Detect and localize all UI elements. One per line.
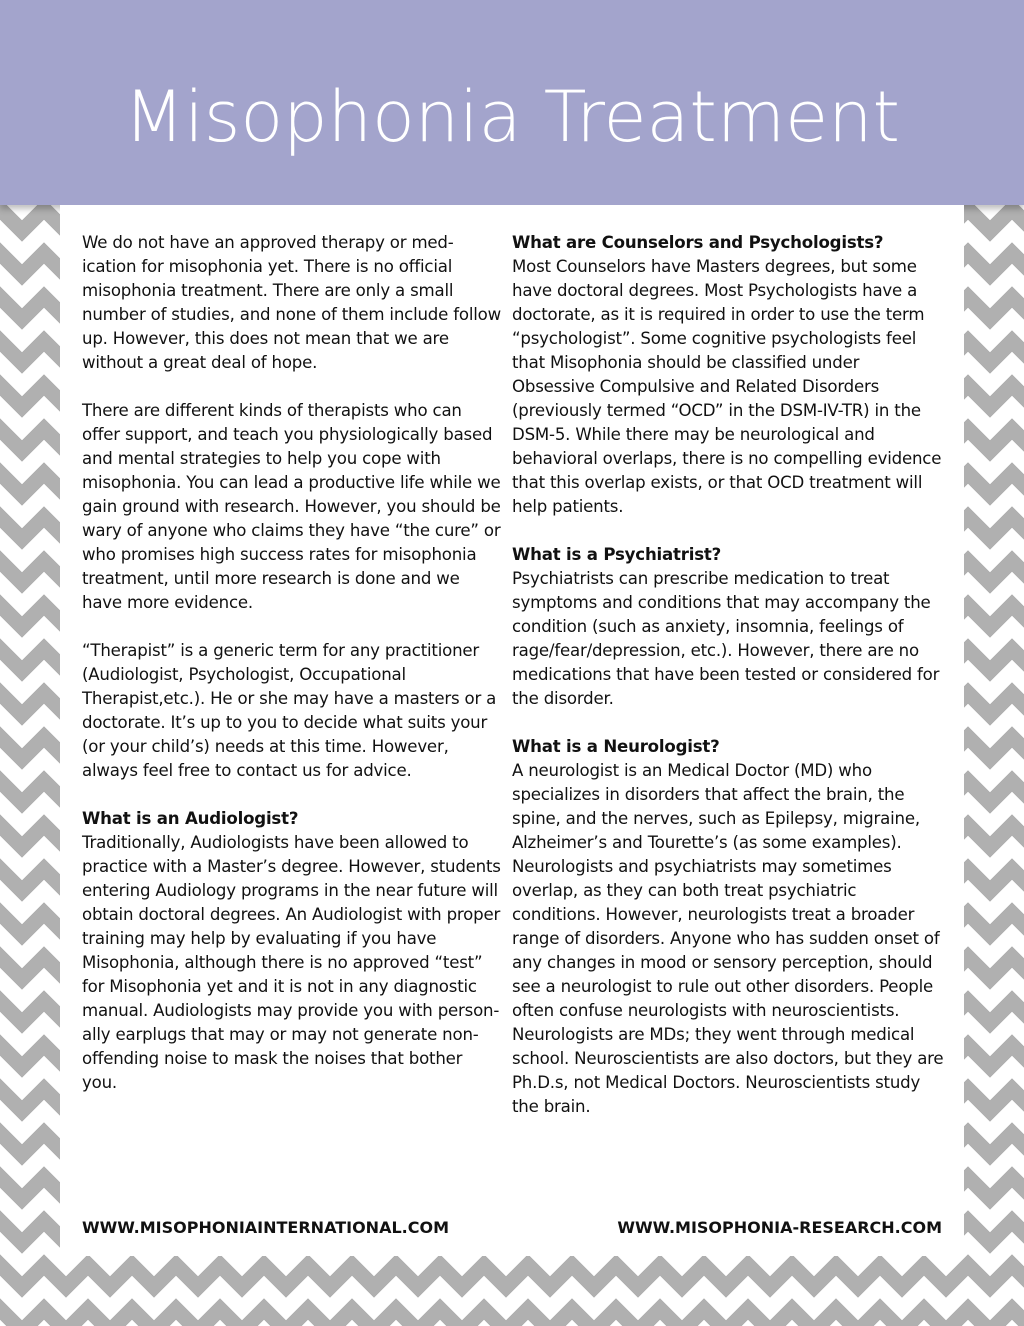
right-column <box>512 231 944 1119</box>
footer-link-research[interactable]: WWW.MISOPHONIA-RESEARCH.COM <box>617 1218 942 1237</box>
intro-paragraph: We do not have an approved therapy or medication for misophonia yet. There is no official misophonia treatment. There are only a small number of studies, and none of them include follow up. However, this does not mean that we are without a great deal of hope. <box>82 233 501 372</box>
footer-link-international[interactable]: WWW.MISOPHONIAINTERNATIONAL.COM <box>82 1218 449 1237</box>
psychiatrist-paragraph: Psychiatrists can prescribe medication to treat symptoms and conditions that may accompany the condition (such as anxiety, insomnia, feelings of rage/fear/depression, etc.). However, there are no medications that have been tested or considered for the disorder. <box>512 569 940 708</box>
page-title: Misophonia Treatment <box>124 76 900 158</box>
counselors-heading: What are Counselors and Psychologists? <box>512 233 884 252</box>
header-banner <box>0 0 1024 205</box>
neurologist-heading: What is a Neurologist? <box>512 737 720 756</box>
therapists-paragraph: There are different kinds of therapists who can offer support, and teach you physiologically based and mental strategies to help you cope with misophonia. You can lead a productive life while we gain ground with research. However, you should be wary of anyone who claims they have “the cure” or who promises high success rates for misophonia treatment, until more research is done and we have more evidence. <box>82 401 501 612</box>
left-column <box>82 231 502 1095</box>
content-card <box>60 205 964 1256</box>
neurologist-paragraph: A neurologist is an Medical Doctor (MD) who specializes in disorders that affect the brain, the spine, and the nerves, such as Epilepsy, migraine, Alzheimer’s and Tourette’s (as some examples). Neurologists and psychiatrists may sometimes overlap, as they can both treat psychiatric conditions. However, neurologists treat a broader range of disorders. Anyone who has sudden onset of any changes in mood or sensory perception, should see a neurologist to rule out other disorders. People often confuse neurologists with neuroscientists. Neurologists are MDs; they went through medical school. Neuroscientists are also doctors, but they are Ph.D.s, not Medical Doctors. Neuroscientists study the brain. <box>512 761 944 1116</box>
therapist-definition-paragraph: “Therapist” is a generic term for any practitioner (Audiologist, Psychologist, Occupational Therapist,etc.). He or she may have a masters or a doctorate. It’s up to you to decide what suits your (or your child’s) needs at this time. However, always feel free to contact us for advice. <box>82 641 497 780</box>
psychiatrist-heading: What is a Psychiatrist? <box>512 545 722 564</box>
counselors-paragraph: Most Counselors have Masters degrees, but some have doctoral degrees. Most Psychologists have a doctorate, as it is required in order to use the term “psychologist”. Some cognitive psychologists feel that Misophonia should be classified under Obsessive Compulsive and Related Disorders (previously termed “OCD” in the DSM-IV-TR) in the DSM-5. While there may be neurological and behavioral overlaps, there is no compelling evidence that this overlap exists, or that OCD treatment will help patients. <box>512 257 942 516</box>
audiologist-heading: What is an Audiologist? <box>82 809 299 828</box>
audiologist-paragraph: Traditionally, Audiologists have been allowed to practice with a Master’s degree. However, students entering Audiology programs in the near future will obtain doctoral degrees. An Audiologist with proper training may help by evaluating if you have Misophonia, although there is no approved “test” for Misophonia yet and it is not in any diagnostic manual. Audiologists may provide you with personally earplugs that may or may not generate non-offending noise to mask the noises that bother you. <box>82 833 501 1092</box>
